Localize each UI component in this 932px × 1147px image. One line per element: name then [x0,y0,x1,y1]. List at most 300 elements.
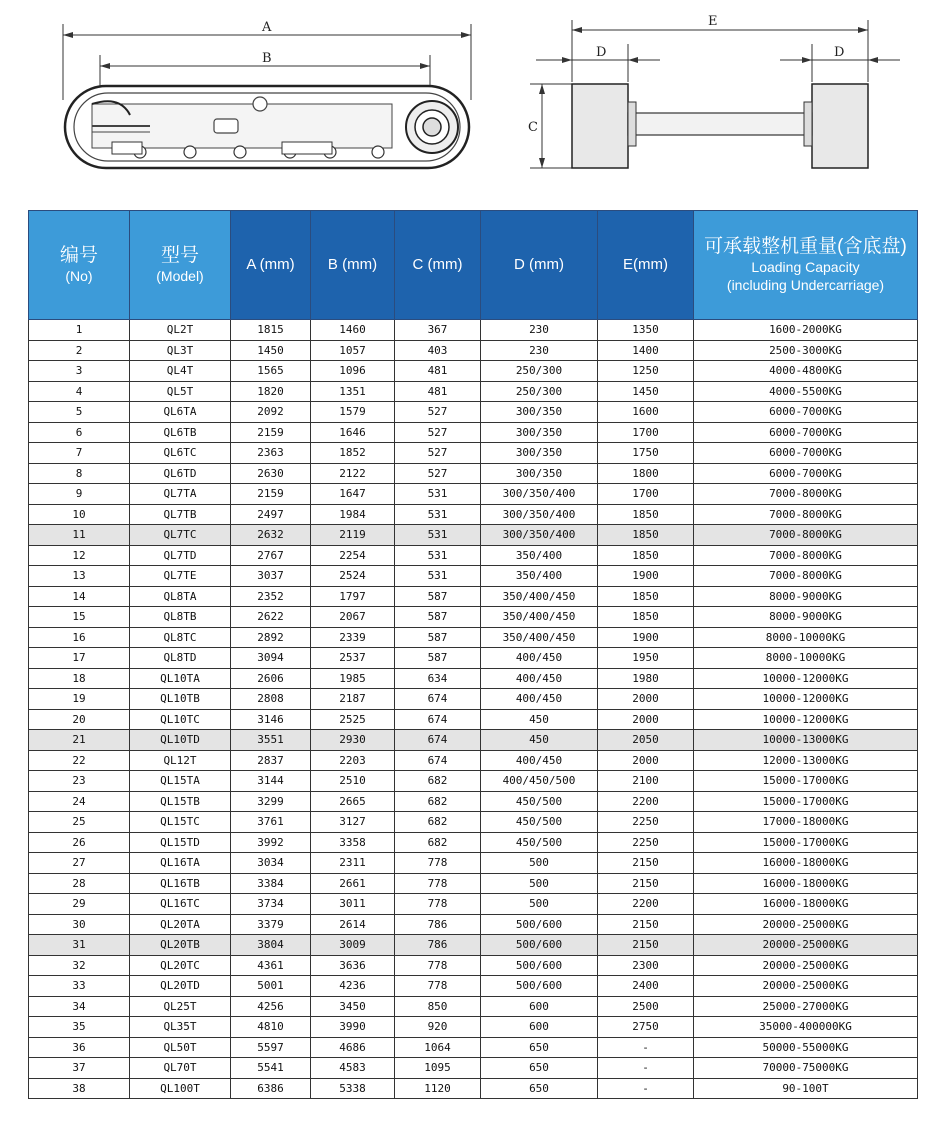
cell-c: 531 [395,545,481,566]
cell-e: 2050 [598,730,694,751]
cell-c: 481 [395,361,481,382]
cell-e: 2150 [598,935,694,956]
table-row [29,463,918,484]
cell-b: 3358 [311,832,395,853]
cell-model: QL15TC [130,812,231,833]
cell-no: 13 [29,566,130,587]
cell-e: 1350 [598,320,694,341]
cell-d: 650 [481,1058,598,1079]
table-row [29,627,918,648]
cell-e: 1700 [598,484,694,505]
header-no: 编号 (No) [29,211,130,320]
cell-no: 27 [29,853,130,874]
cell-model: QL6TC [130,443,231,464]
cell-c: 920 [395,1017,481,1038]
cell-no: 4 [29,381,130,402]
cell-load: 16000-18000KG [694,873,918,894]
cell-d: 300/350 [481,443,598,464]
table-body [29,320,918,1099]
cell-load: 20000-25000KG [694,955,918,976]
cell-b: 3990 [311,1017,395,1038]
cell-model: QL8TC [130,627,231,648]
cell-d: 350/400 [481,545,598,566]
cell-e: 1900 [598,627,694,648]
cell-d: 230 [481,340,598,361]
dim-c-label: C [528,120,538,135]
table-row [29,586,918,607]
cell-b: 2119 [311,525,395,546]
cell-model: QL7TA [130,484,231,505]
cell-d: 350/400/450 [481,586,598,607]
table-row [29,832,918,853]
cell-no: 6 [29,422,130,443]
cell-a: 1815 [231,320,311,341]
cell-a: 1450 [231,340,311,361]
cell-e: 2150 [598,853,694,874]
cell-model: QL10TB [130,689,231,710]
cell-c: 1120 [395,1078,481,1099]
cell-model: QL10TD [130,730,231,751]
cell-e: 1850 [598,586,694,607]
cell-b: 2930 [311,730,395,751]
cell-load: 90-100T [694,1078,918,1099]
cell-load: 12000-13000KG [694,750,918,771]
cell-load: 10000-12000KG [694,668,918,689]
cell-b: 1096 [311,361,395,382]
cell-e: 2000 [598,709,694,730]
cell-c: 531 [395,504,481,525]
table-row [29,894,918,915]
table-row [29,484,918,505]
cell-e: 1250 [598,361,694,382]
cell-no: 38 [29,1078,130,1099]
cell-load: 20000-25000KG [694,935,918,956]
cell-no: 23 [29,771,130,792]
cell-a: 1565 [231,361,311,382]
cell-c: 778 [395,894,481,915]
table-row [29,525,918,546]
cell-c: 786 [395,914,481,935]
cell-c: 1064 [395,1037,481,1058]
cell-model: QL4T [130,361,231,382]
cell-c: 682 [395,812,481,833]
header-e: E(mm) [598,211,694,320]
cell-load: 20000-25000KG [694,914,918,935]
crossbeam [628,113,812,135]
cell-load: 7000-8000KG [694,525,918,546]
cell-c: 674 [395,750,481,771]
cell-d: 450/500 [481,812,598,833]
cell-no: 1 [29,320,130,341]
cell-load: 25000-27000KG [694,996,918,1017]
cell-a: 3144 [231,771,311,792]
table-row [29,873,918,894]
table-row [29,648,918,669]
cell-d: 500/600 [481,914,598,935]
cell-b: 1460 [311,320,395,341]
cell-e: - [598,1037,694,1058]
cell-b: 2067 [311,607,395,628]
table-row [29,504,918,525]
cell-model: QL25T [130,996,231,1017]
cell-model: QL8TB [130,607,231,628]
cell-e: 1750 [598,443,694,464]
dim-e-label: E [708,14,718,29]
cell-load: 16000-18000KG [694,853,918,874]
table-row [29,566,918,587]
cell-no: 26 [29,832,130,853]
cell-d: 500 [481,873,598,894]
cell-d: 230 [481,320,598,341]
cell-c: 786 [395,935,481,956]
cell-load: 6000-7000KG [694,402,918,423]
cell-b: 1057 [311,340,395,361]
cell-e: 2000 [598,689,694,710]
cell-b: 3009 [311,935,395,956]
dim-d-left-label: D [596,45,607,60]
cell-model: QL3T [130,340,231,361]
cell-c: 527 [395,402,481,423]
cell-c: 674 [395,689,481,710]
table-row [29,402,918,423]
cell-no: 31 [29,935,130,956]
cell-model: QL15TA [130,771,231,792]
cell-e: 2150 [598,914,694,935]
cell-a: 6386 [231,1078,311,1099]
cell-a: 3992 [231,832,311,853]
cell-no: 9 [29,484,130,505]
cell-b: 4236 [311,976,395,997]
cell-a: 5541 [231,1058,311,1079]
cell-model: QL20TC [130,955,231,976]
cell-d: 500 [481,894,598,915]
cell-a: 3551 [231,730,311,751]
cell-no: 24 [29,791,130,812]
table-row [29,935,918,956]
cell-b: 2187 [311,689,395,710]
cell-no: 11 [29,525,130,546]
table-row [29,381,918,402]
spec-table [28,210,918,1099]
cell-a: 3146 [231,709,311,730]
cell-d: 500 [481,853,598,874]
cell-a: 2606 [231,668,311,689]
cell-b: 3011 [311,894,395,915]
cell-no: 19 [29,689,130,710]
cell-load: 7000-8000KG [694,566,918,587]
table-row [29,340,918,361]
cell-c: 674 [395,709,481,730]
cell-load: 8000-9000KG [694,586,918,607]
cell-no: 28 [29,873,130,894]
cell-c: 403 [395,340,481,361]
table-row [29,853,918,874]
cell-c: 531 [395,525,481,546]
cell-load: 20000-25000KG [694,976,918,997]
cell-c: 778 [395,873,481,894]
cell-d: 450 [481,709,598,730]
cell-a: 2632 [231,525,311,546]
table-row [29,443,918,464]
cell-c: 587 [395,648,481,669]
cell-no: 34 [29,996,130,1017]
cell-e: 2150 [598,873,694,894]
cell-c: 531 [395,566,481,587]
cell-model: QL16TB [130,873,231,894]
cell-model: QL12T [130,750,231,771]
drawings [0,0,932,200]
cell-a: 4810 [231,1017,311,1038]
cell-model: QL8TD [130,648,231,669]
header-d: D (mm) [481,211,598,320]
table-row [29,1058,918,1079]
cell-model: QL16TC [130,894,231,915]
cell-model: QL7TB [130,504,231,525]
cell-d: 350/400 [481,566,598,587]
cell-e: 2500 [598,996,694,1017]
cell-model: QL15TB [130,791,231,812]
cell-c: 850 [395,996,481,1017]
table-row [29,1037,918,1058]
cell-e: 1980 [598,668,694,689]
cell-e: 1400 [598,340,694,361]
left-track-block [572,84,628,168]
cell-no: 8 [29,463,130,484]
cell-model: QL20TA [130,914,231,935]
table-row [29,730,918,751]
cell-b: 1647 [311,484,395,505]
cell-e: 2400 [598,976,694,997]
cell-d: 600 [481,996,598,1017]
cell-a: 2497 [231,504,311,525]
cell-no: 33 [29,976,130,997]
cell-e: 2250 [598,812,694,833]
cell-a: 3299 [231,791,311,812]
cell-model: QL6TD [130,463,231,484]
cell-a: 2808 [231,689,311,710]
dim-a-label: A [262,20,272,35]
cell-c: 531 [395,484,481,505]
cell-no: 20 [29,709,130,730]
cell-load: 8000-10000KG [694,627,918,648]
cell-c: 778 [395,976,481,997]
cell-e: 1600 [598,402,694,423]
table-row [29,1078,918,1099]
cell-a: 2837 [231,750,311,771]
right-track-block [812,84,868,168]
cell-load: 70000-75000KG [694,1058,918,1079]
cell-b: 5338 [311,1078,395,1099]
cell-no: 7 [29,443,130,464]
cell-b: 2203 [311,750,395,771]
cell-b: 2122 [311,463,395,484]
cell-no: 5 [29,402,130,423]
table-row [29,914,918,935]
cell-a: 3094 [231,648,311,669]
cell-e: 1450 [598,381,694,402]
cell-b: 2665 [311,791,395,812]
cell-load: 7000-8000KG [694,545,918,566]
cell-no: 29 [29,894,130,915]
cell-b: 2614 [311,914,395,935]
cell-no: 30 [29,914,130,935]
cell-model: QL70T [130,1058,231,1079]
cell-a: 3037 [231,566,311,587]
cell-load: 35000-400000KG [694,1017,918,1038]
cell-d: 300/350/400 [481,525,598,546]
cell-load: 8000-9000KG [694,607,918,628]
table-row [29,545,918,566]
cell-b: 3127 [311,812,395,833]
cell-a: 2630 [231,463,311,484]
cell-load: 6000-7000KG [694,422,918,443]
cell-load: 6000-7000KG [694,443,918,464]
cell-e: 2300 [598,955,694,976]
cell-no: 35 [29,1017,130,1038]
cell-a: 3761 [231,812,311,833]
cell-b: 2661 [311,873,395,894]
cell-e: 2100 [598,771,694,792]
table-row [29,771,918,792]
header-a: A (mm) [231,211,311,320]
cell-d: 350/400/450 [481,627,598,648]
cell-c: 1095 [395,1058,481,1079]
cell-c: 682 [395,771,481,792]
table-row [29,996,918,1017]
cell-e: 2750 [598,1017,694,1038]
cell-model: QL20TB [130,935,231,956]
cell-model: QL7TD [130,545,231,566]
cell-load: 50000-55000KG [694,1037,918,1058]
cell-a: 5597 [231,1037,311,1058]
cell-load: 17000-18000KG [694,812,918,833]
table-row [29,709,918,730]
cell-b: 2510 [311,771,395,792]
cell-a: 3734 [231,894,311,915]
cell-d: 600 [481,1017,598,1038]
cell-c: 778 [395,955,481,976]
cell-no: 25 [29,812,130,833]
cell-a: 2159 [231,484,311,505]
cell-no: 36 [29,1037,130,1058]
cell-no: 15 [29,607,130,628]
table-row [29,689,918,710]
cell-load: 15000-17000KG [694,771,918,792]
cell-d: 650 [481,1037,598,1058]
cell-load: 4000-4800KG [694,361,918,382]
cell-e: 2250 [598,832,694,853]
cell-model: QL16TA [130,853,231,874]
cell-e: 1900 [598,566,694,587]
cell-load: 4000-5500KG [694,381,918,402]
cell-model: QL20TD [130,976,231,997]
cell-c: 587 [395,627,481,648]
cell-load: 7000-8000KG [694,484,918,505]
cell-a: 2892 [231,627,311,648]
cell-b: 4686 [311,1037,395,1058]
cell-a: 4256 [231,996,311,1017]
cell-b: 1984 [311,504,395,525]
header-load: 可承载整机重量(含底盘) Loading Capacity (including Undercarriage) [694,211,918,320]
cell-no: 22 [29,750,130,771]
cell-d: 500/600 [481,955,598,976]
cell-d: 400/450 [481,750,598,771]
cell-b: 3450 [311,996,395,1017]
cell-c: 587 [395,586,481,607]
cell-b: 2311 [311,853,395,874]
cell-e: 1700 [598,422,694,443]
cell-d: 300/350/400 [481,484,598,505]
cell-c: 634 [395,668,481,689]
cell-load: 10000-12000KG [694,709,918,730]
cell-no: 37 [29,1058,130,1079]
table-row [29,668,918,689]
cell-a: 2622 [231,607,311,628]
cell-load: 15000-17000KG [694,791,918,812]
cell-b: 3636 [311,955,395,976]
cell-load: 15000-17000KG [694,832,918,853]
cell-d: 250/300 [481,361,598,382]
cell-e: 1850 [598,504,694,525]
cell-load: 10000-13000KG [694,730,918,751]
cell-no: 14 [29,586,130,607]
cell-model: QL10TA [130,668,231,689]
dim-d-right-label: D [834,45,845,60]
cell-c: 778 [395,853,481,874]
cell-b: 4583 [311,1058,395,1079]
cell-a: 2159 [231,422,311,443]
table-row [29,976,918,997]
header-b: B (mm) [311,211,395,320]
cell-d: 300/350 [481,402,598,423]
cell-model: QL6TB [130,422,231,443]
cell-d: 400/450 [481,668,598,689]
cell-d: 350/400/450 [481,607,598,628]
table-row [29,750,918,771]
cell-c: 481 [395,381,481,402]
cell-model: QL5T [130,381,231,402]
cell-no: 2 [29,340,130,361]
cell-e: 2000 [598,750,694,771]
cell-d: 250/300 [481,381,598,402]
cell-model: QL2T [130,320,231,341]
header-model: 型号 (Model) [130,211,231,320]
cell-e: 1850 [598,545,694,566]
front-view-diagram [0,0,932,200]
cell-e: - [598,1078,694,1099]
cell-a: 4361 [231,955,311,976]
cell-b: 1351 [311,381,395,402]
cell-d: 300/350 [481,422,598,443]
cell-c: 527 [395,443,481,464]
cell-no: 10 [29,504,130,525]
cell-d: 300/350 [481,463,598,484]
table-row [29,607,918,628]
cell-b: 1852 [311,443,395,464]
cell-d: 450 [481,730,598,751]
cell-no: 21 [29,730,130,751]
cell-b: 2525 [311,709,395,730]
cell-model: QL100T [130,1078,231,1099]
cell-no: 3 [29,361,130,382]
cell-a: 1820 [231,381,311,402]
cell-model: QL50T [130,1037,231,1058]
cell-model: QL35T [130,1017,231,1038]
cell-no: 18 [29,668,130,689]
cell-a: 3379 [231,914,311,935]
cell-b: 2537 [311,648,395,669]
cell-e: 1850 [598,607,694,628]
